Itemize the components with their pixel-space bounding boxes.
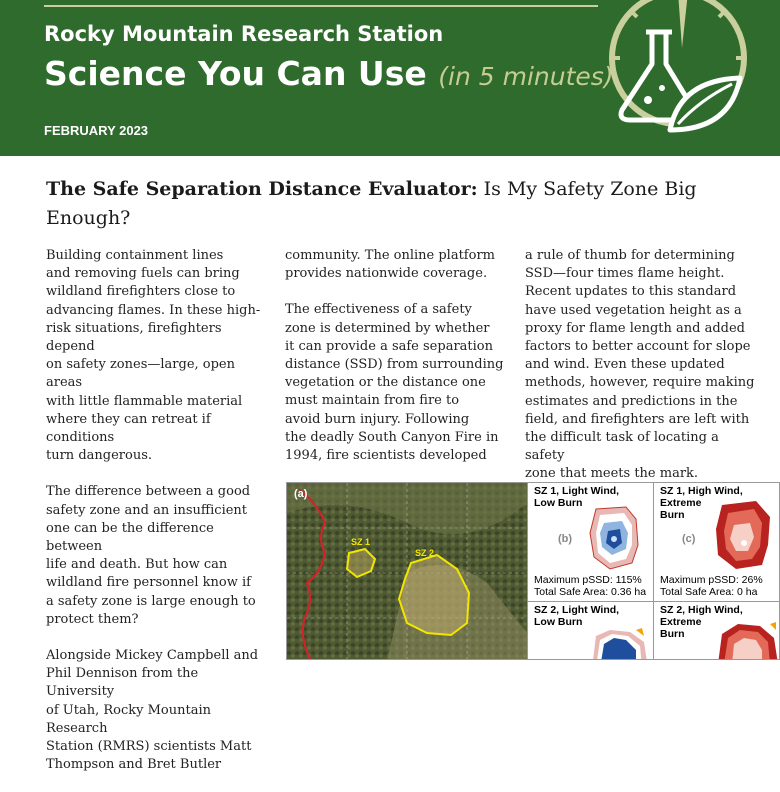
paragraph: a rule of thumb for determining SSD—four times flame height. Recent updates to this standard have used vegetation height as a proxy for flame length and added factors to better account for slope and wind. Even these updated methods, however, require making estimates and predictions in the field, and firefighters are left with the difficult task of locating a safety zone that meets the mark. bbox=[525, 248, 755, 482]
panel-sz1-light-wind bbox=[527, 483, 654, 601]
sz2-label: SZ 2 bbox=[415, 548, 435, 558]
column-2 bbox=[285, 247, 505, 483]
panel-sz1-high-wind bbox=[653, 483, 780, 601]
panel-title: SZ 1, High Wind, Extreme Burn bbox=[660, 485, 743, 521]
safe-area-stat: Total Safe Area: 0.36 ha bbox=[534, 586, 647, 598]
paragraph: The effectiveness of a safety zone is determined by whether it can provide a safe separation distance (SSD) from surrounding vegetation or the distance one must maintain from fire to avoid burn injury. Following the deadly South Canyon Fire in 1994, fire scientists developed bbox=[285, 302, 504, 464]
panel-sz2-high-wind bbox=[653, 601, 780, 660]
publication-title bbox=[44, 54, 614, 93]
max-pssd-stat: Maximum pSSD: 115% bbox=[534, 574, 642, 586]
panel-title: SZ 2, Light Wind, Low Burn bbox=[534, 604, 620, 628]
safe-area-stat: Total Safe Area: 0 ha bbox=[660, 586, 758, 598]
satellite-map bbox=[287, 483, 527, 660]
paragraph: The difference between a good safety zone and an insufficient one can be the difference between life and death. But how can wildland fire personnel know if a safety zone is large enough to protect them? bbox=[46, 484, 256, 627]
paragraph: community. The online platform provides nationwide coverage. bbox=[285, 248, 495, 282]
column-1 bbox=[46, 247, 261, 792]
publication-name: Science You Can Use bbox=[44, 54, 427, 93]
article-title bbox=[46, 175, 736, 233]
panel-sz2-light-wind bbox=[527, 601, 654, 660]
sz1-label: SZ 1 bbox=[351, 537, 371, 547]
panel-title: SZ 1, Light Wind, Low Burn bbox=[534, 485, 620, 509]
issue-date: FEBRUARY 2023 bbox=[44, 123, 149, 138]
publication-subtitle: (in 5 minutes) bbox=[438, 62, 614, 91]
column-3 bbox=[525, 247, 755, 502]
paragraph: Alongside Mickey Campbell and Phil Dennison from the University of Utah, Rocky Mountain Research Station (RMRS) scientists Matt Thompson and Bret Butler bbox=[46, 648, 259, 773]
masthead bbox=[0, 0, 780, 156]
panel-label: (b) bbox=[558, 533, 573, 545]
map-panel-label: (a) bbox=[294, 488, 308, 500]
pssd-heatmap-red bbox=[714, 499, 774, 571]
pssd-heatmap-blue bbox=[586, 505, 642, 571]
safety-zone-figure bbox=[286, 482, 780, 660]
article-title-bold: The Safe Separation Distance Evaluator: bbox=[46, 178, 478, 200]
pssd-heatmap-red bbox=[716, 620, 780, 660]
panel-label: (c) bbox=[682, 533, 696, 545]
panel-title: SZ 2, High Wind, Extreme Burn bbox=[660, 604, 743, 640]
header-rule bbox=[44, 5, 598, 7]
station-name: Rocky Mountain Research Station bbox=[44, 22, 444, 46]
pssd-heatmap-blue bbox=[590, 628, 650, 660]
max-pssd-stat: Maximum pSSD: 26% bbox=[660, 574, 763, 586]
article-title-rest: Is My Safety Zone Big Enough? bbox=[46, 178, 697, 229]
paragraph: Building containment lines and removing fuels can bring wildland firefighters close to advancing flames. In these high- risk situations, firefighters depend on safety zones—large, open areas with little flammable material where they can retreat if conditions turn dangerous. bbox=[46, 248, 261, 464]
flask-leaf-clock-icon bbox=[600, 0, 780, 156]
